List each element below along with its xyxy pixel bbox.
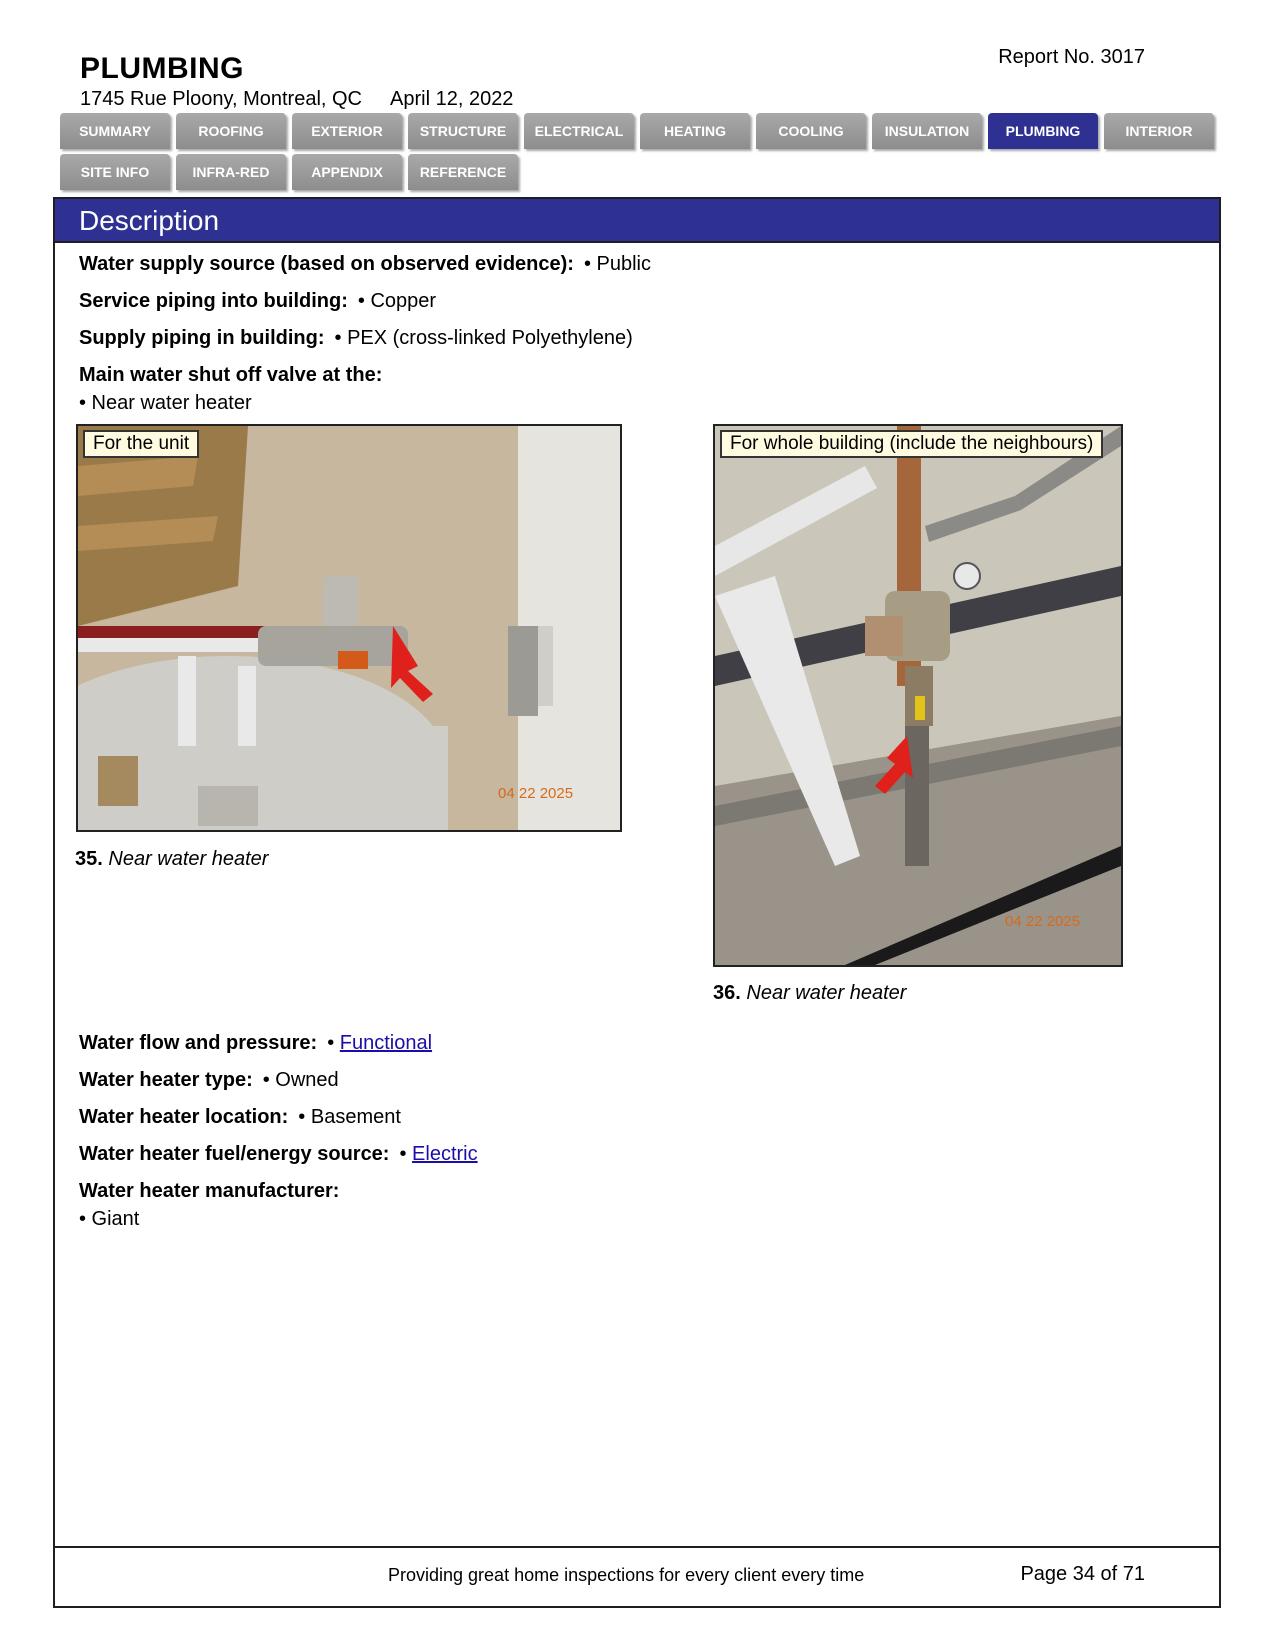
heater-mfr-value: • Giant: [79, 1208, 140, 1230]
supply-piping-label: Supply piping in building:: [79, 327, 325, 349]
tab-appendix[interactable]: APPENDIX: [292, 154, 402, 190]
tab-roofing[interactable]: ROOFING: [176, 113, 286, 149]
heater-fuel-label: Water heater fuel/energy source:: [79, 1143, 390, 1165]
flow-label: Water flow and pressure:: [79, 1032, 318, 1054]
functional-link[interactable]: Functional: [339, 1032, 433, 1054]
photo-label: For whole building (include the neighbours): [720, 430, 1103, 458]
tab-summary[interactable]: SUMMARY: [60, 113, 170, 149]
flow-bullet: •: [327, 1032, 335, 1054]
section-title: Description: [79, 205, 220, 236]
page-title: PLUMBING: [80, 52, 244, 85]
electric-link[interactable]: Electric: [412, 1143, 478, 1165]
heater-location-value: • Basement: [298, 1106, 401, 1128]
supply-piping-value: • PEX (cross-linked Polyethylene): [334, 327, 633, 349]
footer-tagline: Providing great home inspections for every client every time: [388, 1565, 865, 1585]
supply-piping-row: [79, 327, 633, 350]
shutoff-label-row: [79, 364, 382, 387]
heater-mfr-label: Water heater manufacturer:: [79, 1180, 340, 1202]
heater-type-value: • Owned: [262, 1069, 339, 1091]
tab-cooling[interactable]: COOLING: [756, 113, 866, 149]
heater-mfr-label-row: [79, 1180, 339, 1203]
photo-date-stamp: 04 22 2025: [1005, 913, 1081, 930]
report-number: Report No. 3017: [998, 46, 1145, 68]
photo-caption: [75, 848, 268, 871]
tab-plumbing[interactable]: PLUMBING: [988, 113, 1098, 149]
tab-interior[interactable]: INTERIOR: [1104, 113, 1214, 149]
heater-type-label: Water heater type:: [79, 1069, 253, 1091]
tab-site-info[interactable]: SITE INFO: [60, 154, 170, 190]
tab-electrical[interactable]: ELECTRICAL: [524, 113, 634, 149]
service-piping-value: • Copper: [357, 290, 437, 312]
photo-caption: [713, 982, 906, 1005]
service-piping-label: Service piping into building:: [79, 290, 348, 312]
tab-structure[interactable]: STRUCTURE: [408, 113, 518, 149]
flow-row: [79, 1032, 432, 1055]
section-header: [55, 199, 1219, 243]
tab-reference[interactable]: REFERENCE: [408, 154, 518, 190]
footer-divider: [53, 1546, 1221, 1548]
photo-number: 36.: [713, 982, 741, 1004]
heater-location-row: [79, 1106, 401, 1129]
report-date: April 12, 2022: [390, 88, 514, 110]
header-subtitle: [80, 88, 513, 111]
photo-image: [78, 426, 620, 830]
shutoff-value: • Near water heater: [79, 392, 252, 414]
tab-bar-row-1: [60, 113, 1220, 149]
photo-caption-text: Near water heater: [746, 982, 907, 1004]
tab-insulation[interactable]: INSULATION: [872, 113, 982, 149]
tab-exterior[interactable]: EXTERIOR: [292, 113, 402, 149]
service-piping-row: [79, 290, 436, 313]
photo-caption-text: Near water heater: [108, 848, 269, 870]
photo-number: 35.: [75, 848, 103, 870]
tab-heating[interactable]: HEATING: [640, 113, 750, 149]
water-supply-value: • Public: [583, 253, 651, 275]
photo-date-stamp: 04 22 2025: [498, 785, 574, 802]
heater-location-label: Water heater location:: [79, 1106, 289, 1128]
photo-label: For the unit: [83, 430, 199, 458]
page-number: Page 34 of 71: [1020, 1563, 1145, 1585]
heater-fuel-bullet: •: [399, 1143, 407, 1165]
address: 1745 Rue Ploony, Montreal, QC: [80, 88, 363, 110]
water-supply-row: [79, 253, 651, 276]
shutoff-label: Main water shut off valve at the:: [79, 364, 383, 386]
tab-infra-red[interactable]: INFRA-RED: [176, 154, 286, 190]
water-supply-label: Water supply source (based on observed evidence):: [79, 253, 574, 275]
tab-bar-row-2: [60, 154, 1220, 190]
heater-fuel-row: [79, 1143, 478, 1166]
photo-shutoff-unit[interactable]: [76, 424, 622, 832]
photo-shutoff-building[interactable]: [713, 424, 1123, 967]
photo-image: [715, 426, 1121, 965]
heater-type-row: [79, 1069, 339, 1092]
